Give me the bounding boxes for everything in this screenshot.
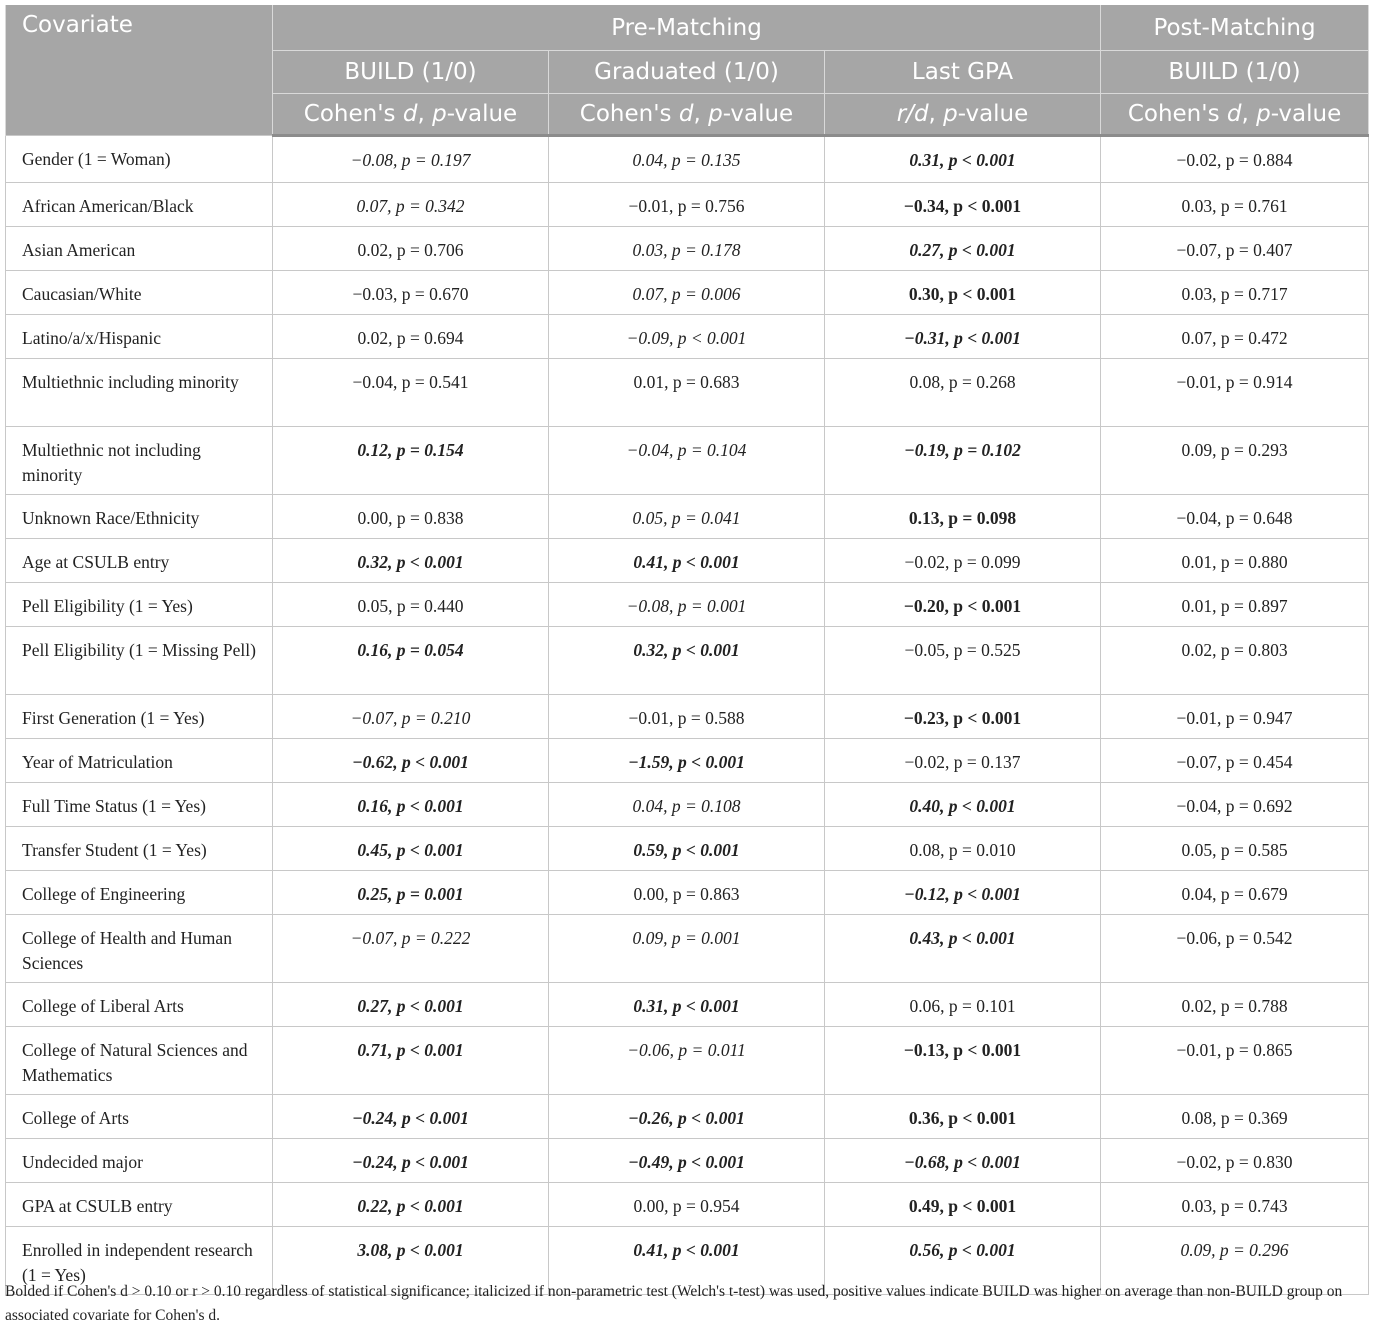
stat-cell-c3: −0.20, p < 0.001 <box>825 583 1101 627</box>
last-gpa-header: Last GPA <box>825 51 1101 94</box>
stat-cell-c2: −0.08, p = 0.001 <box>549 583 825 627</box>
table-row <box>6 983 1369 1027</box>
covariate-label: Age at CSULB entry <box>6 539 273 583</box>
table-row <box>6 315 1369 359</box>
stat-cell-c2: −1.59, p < 0.001 <box>549 739 825 783</box>
stat-cell-c3: 0.56, p < 0.001 <box>825 1227 1101 1295</box>
covariate-label: College of Arts <box>6 1095 273 1139</box>
stat-cell-c2: 0.04, p = 0.108 <box>549 783 825 827</box>
table-row <box>6 1183 1369 1227</box>
stat-header-graduated: Cohen's d, p-value <box>549 94 825 136</box>
table-footnote: Bolded if Cohen's d > 0.10 or r > 0.10 regardless of statistical significance; italicized if non-parametric test (Welch's t-test) was used, positive values indicate BUILD was higher on average than non-BUILD group on associated covariate for Cohen's d. <box>5 1283 1343 1324</box>
covariate-label: Multiethnic not including minority <box>6 427 273 495</box>
covariate-label: Pell Eligibility (1 = Missing Pell) <box>6 627 273 695</box>
stat-cell-c3: 0.08, p = 0.268 <box>825 359 1101 427</box>
stat-cell-c4: 0.02, p = 0.803 <box>1101 627 1369 695</box>
stat-cell-c1: −0.04, p = 0.541 <box>273 359 549 427</box>
stat-cell-c3: 0.13, p = 0.098 <box>825 495 1101 539</box>
stat-cell-c1: 0.07, p = 0.342 <box>273 183 549 227</box>
stat-cell-c1: 0.12, p = 0.154 <box>273 427 549 495</box>
stat-cell-c2: 0.31, p < 0.001 <box>549 983 825 1027</box>
stat-cell-c4: 0.01, p = 0.897 <box>1101 583 1369 627</box>
stat-cell-c3: −0.31, p < 0.001 <box>825 315 1101 359</box>
table-row <box>6 1027 1369 1095</box>
covariate-label: Undecided major <box>6 1139 273 1183</box>
stat-cell-c1: −0.03, p = 0.670 <box>273 271 549 315</box>
covariate-label: Full Time Status (1 = Yes) <box>6 783 273 827</box>
stat-cell-c2: 0.41, p < 0.001 <box>549 1227 825 1295</box>
stat-cell-c3: 0.43, p < 0.001 <box>825 915 1101 983</box>
stat-cell-c4: 0.08, p = 0.369 <box>1101 1095 1369 1139</box>
stat-cell-c1: 0.71, p < 0.001 <box>273 1027 549 1095</box>
build-post-header: BUILD (1/0) <box>1101 51 1369 94</box>
covariate-label: GPA at CSULB entry <box>6 1183 273 1227</box>
stat-cell-c2: 0.04, p = 0.135 <box>549 136 825 183</box>
stat-cell-c1: 0.02, p = 0.694 <box>273 315 549 359</box>
stat-cell-c1: −0.24, p < 0.001 <box>273 1139 549 1183</box>
stat-cell-c1: 0.25, p = 0.001 <box>273 871 549 915</box>
covariate-label: First Generation (1 = Yes) <box>6 695 273 739</box>
stat-cell-c3: −0.68, p < 0.001 <box>825 1139 1101 1183</box>
table-row <box>6 136 1369 183</box>
pre-matching-header: Pre-Matching <box>273 5 1101 51</box>
build-pre-header: BUILD (1/0) <box>273 51 549 94</box>
stat-cell-c1: −0.07, p = 0.210 <box>273 695 549 739</box>
stat-cell-c4: −0.02, p = 0.830 <box>1101 1139 1369 1183</box>
stat-cell-c2: 0.03, p = 0.178 <box>549 227 825 271</box>
table-row <box>6 427 1369 495</box>
table-row <box>6 695 1369 739</box>
covariate-balance-table <box>5 5 1369 1295</box>
table-body <box>6 136 1369 1295</box>
stat-cell-c2: −0.01, p = 0.756 <box>549 183 825 227</box>
stat-cell-c1: −0.07, p = 0.222 <box>273 915 549 983</box>
stat-header-last-gpa: r/d, p-value <box>825 94 1101 136</box>
covariate-label: Multiethnic including minority <box>6 359 273 427</box>
covariate-header: Covariate <box>6 5 273 136</box>
stat-cell-c4: 0.05, p = 0.585 <box>1101 827 1369 871</box>
covariate-label: Caucasian/White <box>6 271 273 315</box>
stat-cell-c3: 0.08, p = 0.010 <box>825 827 1101 871</box>
table-header <box>6 5 1369 136</box>
stat-cell-c3: 0.49, p < 0.001 <box>825 1183 1101 1227</box>
stat-cell-c3: 0.06, p = 0.101 <box>825 983 1101 1027</box>
stat-header-build-post: Cohen's d, p-value <box>1101 94 1369 136</box>
stat-header-build-pre: Cohen's d, p-value <box>273 94 549 136</box>
table-row <box>6 183 1369 227</box>
graduated-header: Graduated (1/0) <box>549 51 825 94</box>
stat-cell-c4: 0.09, p = 0.296 <box>1101 1227 1369 1295</box>
stat-cell-c1: 0.16, p < 0.001 <box>273 783 549 827</box>
stat-cell-c4: −0.06, p = 0.542 <box>1101 915 1369 983</box>
stat-cell-c1: 0.00, p = 0.838 <box>273 495 549 539</box>
stat-cell-c1: −0.08, p = 0.197 <box>273 136 549 183</box>
stat-cell-c3: −0.02, p = 0.099 <box>825 539 1101 583</box>
covariate-label: College of Natural Sciences and Mathematics <box>6 1027 273 1095</box>
stat-cell-c2: 0.05, p = 0.041 <box>549 495 825 539</box>
covariate-label: Latino/a/x/Hispanic <box>6 315 273 359</box>
covariate-label: Enrolled in independent research (1 = Yes) <box>6 1227 273 1295</box>
table-row <box>6 359 1369 427</box>
table-row <box>6 739 1369 783</box>
stat-cell-c4: −0.07, p = 0.407 <box>1101 227 1369 271</box>
covariate-label: Transfer Student (1 = Yes) <box>6 827 273 871</box>
table-row <box>6 227 1369 271</box>
stat-cell-c4: −0.04, p = 0.692 <box>1101 783 1369 827</box>
covariate-label: Gender (1 = Woman) <box>6 136 273 183</box>
stat-cell-c3: −0.02, p = 0.137 <box>825 739 1101 783</box>
stat-cell-c2: −0.04, p = 0.104 <box>549 427 825 495</box>
stat-cell-c2: 0.01, p = 0.683 <box>549 359 825 427</box>
stat-cell-c1: 0.32, p < 0.001 <box>273 539 549 583</box>
stat-cell-c2: 0.09, p = 0.001 <box>549 915 825 983</box>
table-container <box>5 5 1368 1295</box>
stat-cell-c2: 0.00, p = 0.863 <box>549 871 825 915</box>
stat-cell-c4: −0.02, p = 0.884 <box>1101 136 1369 183</box>
covariate-label: Asian American <box>6 227 273 271</box>
stat-cell-c4: 0.07, p = 0.472 <box>1101 315 1369 359</box>
stat-cell-c4: 0.03, p = 0.761 <box>1101 183 1369 227</box>
stat-cell-c3: 0.31, p < 0.001 <box>825 136 1101 183</box>
stat-cell-c4: 0.02, p = 0.788 <box>1101 983 1369 1027</box>
covariate-label: African American/Black <box>6 183 273 227</box>
table-row <box>6 627 1369 695</box>
stat-cell-c3: 0.27, p < 0.001 <box>825 227 1101 271</box>
stat-cell-c4: −0.01, p = 0.947 <box>1101 695 1369 739</box>
table-row <box>6 915 1369 983</box>
stat-cell-c1: 0.27, p < 0.001 <box>273 983 549 1027</box>
stat-cell-c1: 0.02, p = 0.706 <box>273 227 549 271</box>
stat-cell-c3: −0.23, p < 0.001 <box>825 695 1101 739</box>
stat-cell-c1: 0.05, p = 0.440 <box>273 583 549 627</box>
stat-cell-c4: −0.01, p = 0.865 <box>1101 1027 1369 1095</box>
covariate-label: Unknown Race/Ethnicity <box>6 495 273 539</box>
stat-cell-c2: −0.49, p < 0.001 <box>549 1139 825 1183</box>
stat-cell-c2: 0.41, p < 0.001 <box>549 539 825 583</box>
stat-cell-c3: −0.12, p < 0.001 <box>825 871 1101 915</box>
stat-cell-c2: 0.07, p = 0.006 <box>549 271 825 315</box>
stat-cell-c4: 0.01, p = 0.880 <box>1101 539 1369 583</box>
table-row <box>6 1095 1369 1139</box>
stat-cell-c3: −0.13, p < 0.001 <box>825 1027 1101 1095</box>
stat-cell-c4: −0.04, p = 0.648 <box>1101 495 1369 539</box>
stat-cell-c1: 3.08, p < 0.001 <box>273 1227 549 1295</box>
stat-cell-c3: −0.34, p < 0.001 <box>825 183 1101 227</box>
table-row <box>6 271 1369 315</box>
covariate-label: College of Engineering <box>6 871 273 915</box>
stat-cell-c3: 0.30, p < 0.001 <box>825 271 1101 315</box>
covariate-label: College of Liberal Arts <box>6 983 273 1027</box>
post-matching-header: Post-Matching <box>1101 5 1369 51</box>
stat-cell-c4: 0.04, p = 0.679 <box>1101 871 1369 915</box>
stat-cell-c1: −0.24, p < 0.001 <box>273 1095 549 1139</box>
stat-cell-c2: −0.26, p < 0.001 <box>549 1095 825 1139</box>
table-row <box>6 871 1369 915</box>
stat-cell-c4: −0.01, p = 0.914 <box>1101 359 1369 427</box>
stat-cell-c2: 0.00, p = 0.954 <box>549 1183 825 1227</box>
stat-cell-c1: 0.45, p < 0.001 <box>273 827 549 871</box>
covariate-label: Pell Eligibility (1 = Yes) <box>6 583 273 627</box>
stat-cell-c2: 0.32, p < 0.001 <box>549 627 825 695</box>
stat-cell-c1: 0.22, p < 0.001 <box>273 1183 549 1227</box>
table-row <box>6 827 1369 871</box>
stat-cell-c2: −0.09, p < 0.001 <box>549 315 825 359</box>
stat-cell-c1: 0.16, p = 0.054 <box>273 627 549 695</box>
table-row <box>6 783 1369 827</box>
stat-cell-c4: 0.03, p = 0.717 <box>1101 271 1369 315</box>
stat-cell-c3: −0.19, p = 0.102 <box>825 427 1101 495</box>
stat-cell-c3: 0.36, p < 0.001 <box>825 1095 1101 1139</box>
stat-cell-c2: −0.01, p = 0.588 <box>549 695 825 739</box>
stat-cell-c4: 0.03, p = 0.743 <box>1101 1183 1369 1227</box>
stat-cell-c1: −0.62, p < 0.001 <box>273 739 549 783</box>
covariate-label: Year of Matriculation <box>6 739 273 783</box>
stat-cell-c2: −0.06, p = 0.011 <box>549 1027 825 1095</box>
stat-cell-c2: 0.59, p < 0.001 <box>549 827 825 871</box>
table-row <box>6 539 1369 583</box>
table-row <box>6 495 1369 539</box>
table-row <box>6 1139 1369 1183</box>
table-row <box>6 583 1369 627</box>
covariate-label: College of Health and Human Sciences <box>6 915 273 983</box>
stat-cell-c3: −0.05, p = 0.525 <box>825 627 1101 695</box>
stat-cell-c4: −0.07, p = 0.454 <box>1101 739 1369 783</box>
stat-cell-c3: 0.40, p < 0.001 <box>825 783 1101 827</box>
stat-cell-c4: 0.09, p = 0.293 <box>1101 427 1369 495</box>
